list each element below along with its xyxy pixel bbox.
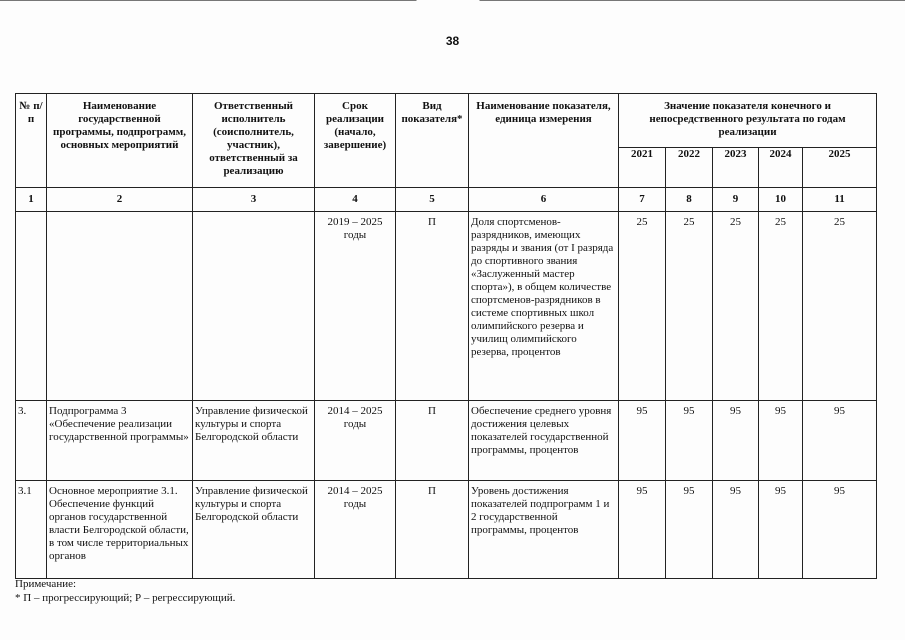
row-type: П — [396, 481, 469, 579]
table-row — [16, 481, 877, 579]
row-name: Подпрограмма 3 «Обеспечение реализации государственной программы» — [47, 401, 193, 481]
row-value-2022: 95 — [666, 401, 713, 481]
row-value-2024: 25 — [759, 212, 803, 401]
header-indicator: Наименование показателя, единица измерения — [469, 94, 619, 188]
row-period: 2019 – 2025 годы — [315, 212, 396, 401]
header-executor: Ответственный исполнитель (соисполнитель, участник), ответственный за реализацию — [193, 94, 315, 188]
row-value-2023: 25 — [713, 212, 759, 401]
table-row — [16, 401, 877, 481]
column-number: 2 — [47, 188, 193, 212]
row-value-2021: 95 — [619, 481, 666, 579]
column-number: 3 — [193, 188, 315, 212]
row-name — [47, 212, 193, 401]
column-number: 11 — [803, 188, 877, 212]
header-type: Вид показателя* — [396, 94, 469, 188]
row-value-2025: 95 — [803, 401, 877, 481]
row-value-2022: 95 — [666, 481, 713, 579]
row-period: 2014 – 2025 годы — [315, 481, 396, 579]
column-number: 10 — [759, 188, 803, 212]
header-year: 2022 — [666, 148, 713, 188]
row-executor — [193, 212, 315, 401]
row-value-2024: 95 — [759, 401, 803, 481]
row-value-2023: 95 — [713, 481, 759, 579]
row-executor: Управление физической культуры и спорта Белгородской области — [193, 401, 315, 481]
row-num: 3. — [16, 401, 47, 481]
row-indicator: Обеспечение среднего уровня достижения целевых показателей государственной программы, процентов — [469, 401, 619, 481]
table-header-row — [16, 94, 877, 148]
note-label: Примечание: — [15, 578, 77, 590]
row-num: 3.1 — [16, 481, 47, 579]
row-executor: Управление физической культуры и спорта Белгородской области — [193, 481, 315, 579]
row-period: 2014 – 2025 годы — [315, 401, 396, 481]
row-value-2025: 95 — [803, 481, 877, 579]
row-type: П — [396, 401, 469, 481]
column-number: 5 — [396, 188, 469, 212]
row-value-2021: 25 — [619, 212, 666, 401]
header-year: 2024 — [759, 148, 803, 188]
row-indicator: Уровень достижения показателей подпрограмм 1 и 2 государственной программы, процентов — [469, 481, 619, 579]
header-name: Наименование государственной программы, подпрограмм, основных мероприятий — [47, 94, 193, 188]
column-number: 9 — [713, 188, 759, 212]
row-indicator: Доля спортсменов-разрядников, имеющих разряды и звания (от I разряда до спортивного звания «Заслуженный мастер спорта»), в общем количестве спортсменов-разрядников в системе спортивных школ олимпийского резерва и училищ олимпийского резерва, процентов — [469, 212, 619, 401]
column-numbers-row — [16, 188, 877, 212]
header-year: 2023 — [713, 148, 759, 188]
row-type: П — [396, 212, 469, 401]
table-row — [16, 212, 877, 401]
note-footnote: * П – прогрессирующий; Р – регрессирующий. — [15, 592, 236, 604]
row-num — [16, 212, 47, 401]
page-number: 38 — [445, 34, 460, 48]
header-period: Срок реализации (начало, завершение) — [315, 94, 396, 188]
column-number: 7 — [619, 188, 666, 212]
column-number: 6 — [469, 188, 619, 212]
header-year: 2025 — [803, 148, 877, 188]
column-number: 1 — [16, 188, 47, 212]
column-number: 8 — [666, 188, 713, 212]
row-value-2024: 95 — [759, 481, 803, 579]
row-value-2022: 25 — [666, 212, 713, 401]
header-num: № п/п — [16, 94, 47, 188]
indicators-table — [15, 93, 877, 579]
header-values-group: Значение показателя конечного и непосредственного результата по годам реализации — [619, 94, 877, 148]
row-value-2025: 25 — [803, 212, 877, 401]
row-value-2021: 95 — [619, 401, 666, 481]
row-name: Основное мероприятие 3.1. Обеспечение функций органов государственной власти Белгородской области, в том числе территориальных органов — [47, 481, 193, 579]
header-year: 2021 — [619, 148, 666, 188]
page-top-edge — [0, 0, 905, 1]
column-number: 4 — [315, 188, 396, 212]
table-note — [15, 577, 235, 605]
row-value-2023: 95 — [713, 401, 759, 481]
